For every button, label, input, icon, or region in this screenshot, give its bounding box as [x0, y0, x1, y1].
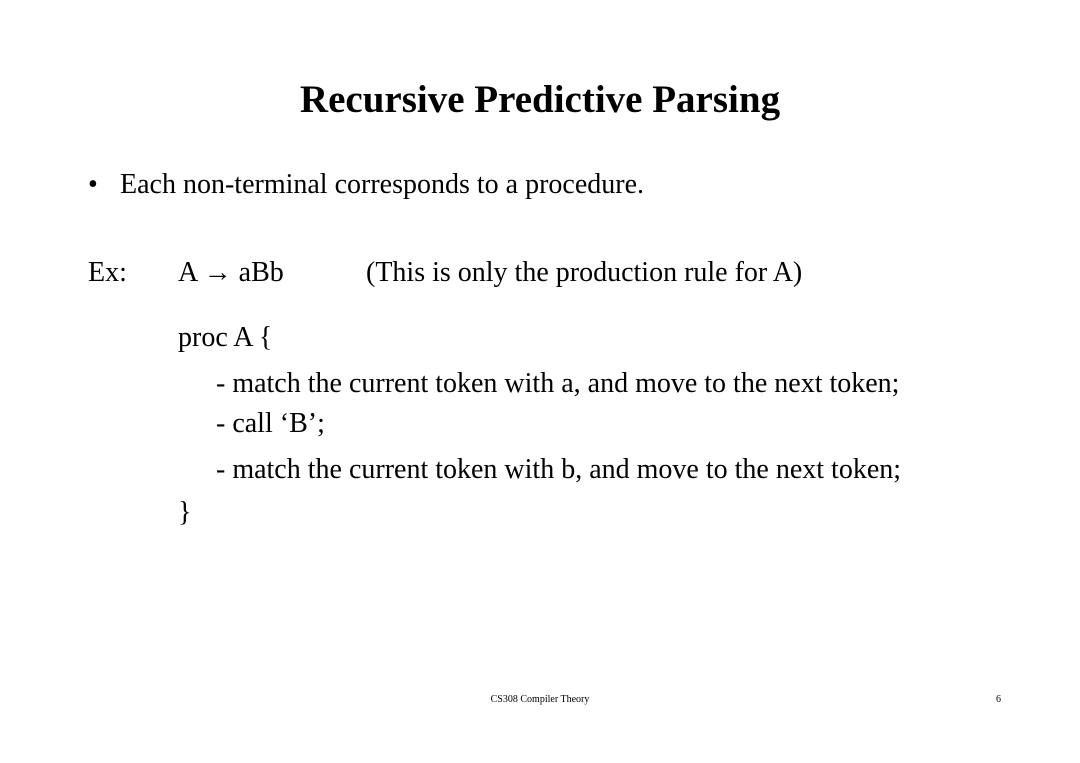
code-line-match-b: - match the current token with b, and move to the next token; — [216, 454, 902, 485]
bullet-icon: • — [88, 169, 98, 200]
code-line-close-brace: } — [178, 497, 192, 528]
slide-footer: CS308 Compiler Theory — [490, 694, 590, 705]
slide-title: Recursive Predictive Parsing — [299, 78, 781, 121]
code-line-call-b: - call ‘B’; — [216, 408, 325, 439]
code-line-match-a: - match the current token with a, and move to the next token; — [216, 368, 900, 399]
code-line-proc-header: proc A { — [178, 322, 273, 353]
production-rule: A → aBb — [178, 257, 284, 288]
bullet-text: Each non-terminal corresponds to a procedure. — [120, 169, 645, 200]
bullet-item — [88, 168, 644, 202]
example-label: Ex: — [88, 257, 127, 288]
production-note: (This is only the production rule for A) — [366, 257, 803, 288]
page-number: 6 — [996, 694, 1001, 705]
